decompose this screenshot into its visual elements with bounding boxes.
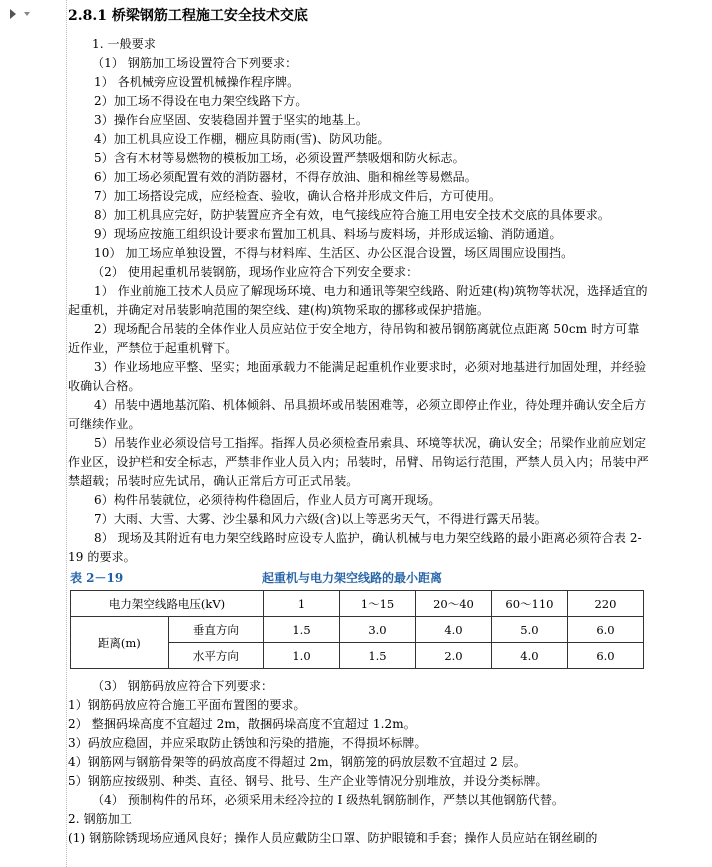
list-item: 4）加工机具应设工作棚，棚应具防雨(雪)、防风功能。 xyxy=(94,132,390,146)
list-item: 2）现场配合吊装的全体作业人员应站位于安全地方，待吊钩和被吊钢筋离就位点距离 50cm 时方可靠近作业，严禁位于起重机臂下。 xyxy=(68,322,640,355)
voltage-cell: 1 xyxy=(264,591,340,617)
value-cell: 6.0 xyxy=(567,643,643,669)
value-cell: 4.0 xyxy=(415,617,491,643)
document-gutter xyxy=(0,0,70,867)
value-cell: 2.0 xyxy=(415,643,491,669)
distance-group-cell: 距离(m) xyxy=(71,617,169,669)
clause-text: (1) 钢筋除锈现场应通风良好；操作人员应戴防尘口罩、防护眼镜和手套；操作人员应站在钢丝刷的 xyxy=(68,831,598,845)
value-cell: 6.0 xyxy=(567,617,643,643)
list-item: 2）加工场不得设在电力架空线路下方。 xyxy=(94,94,308,108)
list-item: 5）含有木材等易燃物的模板加工场，必须设置严禁吸烟和防火标志。 xyxy=(94,151,465,165)
document-body xyxy=(68,6,650,848)
list-item: 8）加工机具应完好，防护装置应齐全有效，电气接线应符合施工用电安全技术交底的具体要求。 xyxy=(94,208,610,222)
subsection-heading: 1. 一般要求 xyxy=(92,37,156,51)
margin-guide-line xyxy=(66,0,67,867)
list-item: 5）吊装作业必须设信号工指挥。指挥人员必须检查吊索具、环境等状况，确认安全；吊梁作业前应划定作业区，设护栏和安全标志，严禁非作业人员入内；吊装时，吊臂、吊钩运行范围，严禁人员入内；吊装中严禁超载；吊装时应先试吊，确认正常后方可正式吊装。 xyxy=(68,436,649,488)
dropdown-arrow-icon[interactable] xyxy=(24,12,30,16)
voltage-cell: 220 xyxy=(567,591,643,617)
list-item: 1） 作业前施工技术人员应了解现场环境、电力和通讯等架空线路、附近建(构)筑物等状况，选择适宜的起重机，并确定对吊装影响范围的架空线、建(构)筑物采取的挪移或保护措施。 xyxy=(68,284,648,317)
value-cell: 1.5 xyxy=(339,643,415,669)
value-cell: 1.5 xyxy=(264,617,340,643)
list-item: 6）构件吊装就位，必须待构件稳固后，作业人员方可离开现场。 xyxy=(94,493,441,507)
list-item: 5）钢筋应按级别、种类、直径、钢号、批号、生产企业等情况分别堆放，并设分类标牌。 xyxy=(68,774,548,788)
clause-heading: （4） 预制构件的吊环，必须采用未经冷拉的 I 级热轧钢筋制作，严禁以其他钢筋代替。 xyxy=(92,793,565,807)
value-cell: 3.0 xyxy=(339,617,415,643)
list-item: 2） 整捆码垛高度不宜超过 2m，散捆码垛高度不宜超过 1.2m。 xyxy=(68,717,416,731)
row-label-cell: 垂直方向 xyxy=(168,617,263,643)
list-item: 4）钢筋网与钢筋骨架等的码放高度不得超过 2m，钢筋笼的码放层数不宜超过 2 层。 xyxy=(68,755,526,769)
clause-heading: （3） 钢筋码放应符合下列要求： xyxy=(92,679,274,693)
voltage-cell: 1～15 xyxy=(339,591,415,617)
section-heading: 2.8.1 桥梁钢筋工程施工安全技术交底 xyxy=(68,8,308,24)
table-title: 起重机与电力架空线路的最小距离 xyxy=(262,571,443,585)
list-item: 4）吊装中遇地基沉陷、机体倾斜、吊具损坏或吊装困难等，必须立即停止作业，待处理并确认安全后方可继续作业。 xyxy=(68,398,647,431)
value-cell: 1.0 xyxy=(264,643,340,669)
list-item: 9）现场应按施工组织设计要求布置加工机具、料场与废料场，并形成运输、消防通道。 xyxy=(94,227,562,241)
table-header-row xyxy=(71,591,644,617)
value-cell: 5.0 xyxy=(491,617,567,643)
list-item: 1） 各机械旁应设置机械操作程序牌。 xyxy=(94,75,300,89)
clause-heading: （2） 使用起重机吊装钢筋，现场作业应符合下列安全要求： xyxy=(92,265,419,279)
subsection-heading: 2. 钢筋加工 xyxy=(68,812,132,826)
list-item: 3）操作台应坚固、安装稳固并置于坚实的地基上。 xyxy=(94,113,368,127)
list-item: 1）钢筋码放应符合施工平面布置图的要求。 xyxy=(68,698,306,712)
table-number: 表 2－19 xyxy=(70,571,124,585)
list-item: 3）作业场地应平整、坚实；地面承载力不能满足起重机作业要求时，必须对地基进行加固处理，并经验收确认合格。 xyxy=(68,360,647,393)
voltage-cell: 60～110 xyxy=(491,591,567,617)
voltage-cell: 20～40 xyxy=(415,591,491,617)
list-item: 3）码放应稳固，并应采取防止锈蚀和污染的措施，不得损坏标牌。 xyxy=(68,736,427,750)
list-item: 8） 现场及其附近有电力架空线路时应设专人监护，确认机械与电力架空线路的最小距离必须符合表 2-19 的要求。 xyxy=(68,531,642,564)
collapse-triangle-icon[interactable] xyxy=(10,9,16,19)
row-label-cell: 水平方向 xyxy=(168,643,263,669)
list-item: 6）加工场必须配置有效的消防器材，不得存放油、脂和棉丝等易燃品。 xyxy=(94,170,477,184)
clause-heading: （1） 钢筋加工场设置符合下列要求： xyxy=(92,56,298,70)
list-item: 7）大雨、大雪、大雾、沙尘暴和风力六级(含)以上等恶劣天气，不得进行露天吊装。 xyxy=(94,512,547,526)
list-item: 10） 加工场应单独设置，不得与材料库、生活区、办公区混合设置，场区周围应设围挡。 xyxy=(94,246,574,260)
table-row xyxy=(71,617,644,643)
voltage-header-cell: 电力架空线路电压(kV) xyxy=(71,591,264,617)
list-item: 7）加工场搭设完成，应经检查、验收，确认合格并形成文件后，方可使用。 xyxy=(94,189,502,203)
distance-table xyxy=(70,590,644,669)
table-caption xyxy=(68,569,650,587)
value-cell: 4.0 xyxy=(491,643,567,669)
